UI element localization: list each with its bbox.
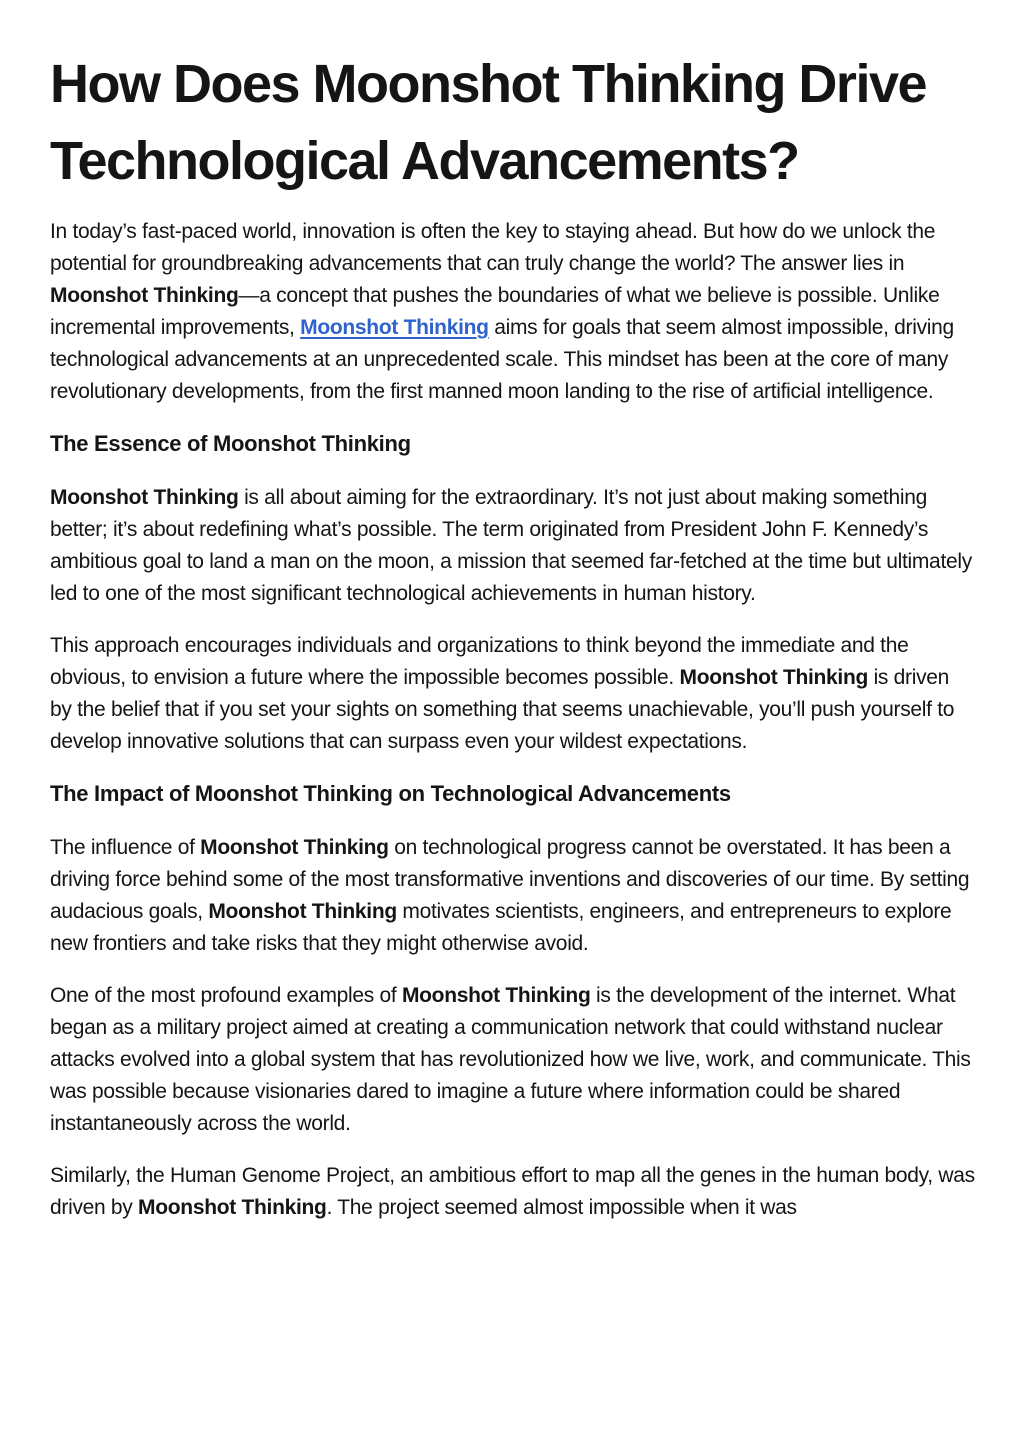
text-run: on technological progress cannot be overstated. It has been a driving force behind some of the most transformative inventions and discoveries of our time. By setting audacious goals,	[50, 836, 970, 923]
impact-paragraph-1	[50, 832, 975, 960]
text-run: motivates scientists, engineers, and entrepreneurs to explore new frontiers and take risks that they might otherwise avoid.	[50, 900, 952, 955]
text-run: In today’s fast-paced world, innovation is often the key to staying ahead. But how do we unlock the potential for groundbreaking advancements that can truly change the world? The answer lies in	[50, 220, 936, 275]
bold-term: Moonshot Thinking	[208, 900, 397, 923]
bold-term: Moonshot Thinking	[138, 1196, 327, 1219]
bold-term: Moonshot Thinking	[401, 984, 591, 1007]
text-run: is all about aiming for the extraordinary. It’s not just about making something better; it’s about redefining what’s possible. The term originated from President John F. Kennedy’s ambitious goal to land a man on the moon, a mission that seemed far-fetched at the time but ultimately led to one of the most significant technological achievements in human history.	[50, 486, 972, 605]
bold-term: Moonshot Thinking	[50, 486, 239, 509]
section-heading-impact: The Impact of Moonshot Thinking on Technological Advancements	[50, 781, 731, 806]
text-run: is driven by the belief that if you set your sights on something that seems unachievable, you’ll push yourself to develop innovative solutions that can surpass even your wildest expectations.	[50, 666, 955, 753]
text-run: —a concept that pushes the boundaries of what we believe is possible. Unlike incremental improvements,	[50, 284, 940, 339]
text-run: . The project seemed almost impossible when it was	[326, 1196, 797, 1219]
text-run: aims for goals that seem almost impossible, driving technological advancements at an unprecedented scale. This mindset has been at the core of many revolutionary developments, from the first manned moon landing to the rise of artificial intelligence.	[50, 316, 954, 403]
moonshot-thinking-link[interactable]: Moonshot Thinking	[300, 316, 489, 339]
impact-paragraph-3	[50, 1160, 975, 1224]
text-run: is the development of the internet. What began as a military project aimed at creating a communication network that could withstand nuclear attacks evolved into a global system that has revolutionized how we live, work, and communicate. This was possible because visionaries dared to imagine a future where information could be shared instantaneously across the world.	[50, 984, 971, 1135]
page-title: How Does Moonshot Thinking Drive Technological Advancements?	[50, 54, 927, 191]
text-run: The influence of	[50, 836, 201, 859]
essence-paragraph-1	[50, 482, 975, 610]
text-run: Similarly, the Human Genome Project, an ambitious effort to map all the genes in the human body, was driven by	[50, 1164, 975, 1219]
essence-paragraph-2	[50, 630, 975, 758]
impact-paragraph-2	[50, 980, 975, 1140]
text-run: This approach encourages individuals and organizations to think beyond the immediate and the obvious, to envision a future where the impossible becomes possible.	[50, 634, 909, 689]
text-run: One of the most profound examples of	[50, 984, 402, 1007]
bold-term: Moonshot Thinking	[50, 284, 239, 307]
bold-term: Moonshot Thinking	[679, 666, 869, 689]
bold-term: Moonshot Thinking	[200, 836, 389, 859]
section-heading-essence: The Essence of Moonshot Thinking	[50, 431, 411, 456]
intro-paragraph	[50, 216, 975, 408]
